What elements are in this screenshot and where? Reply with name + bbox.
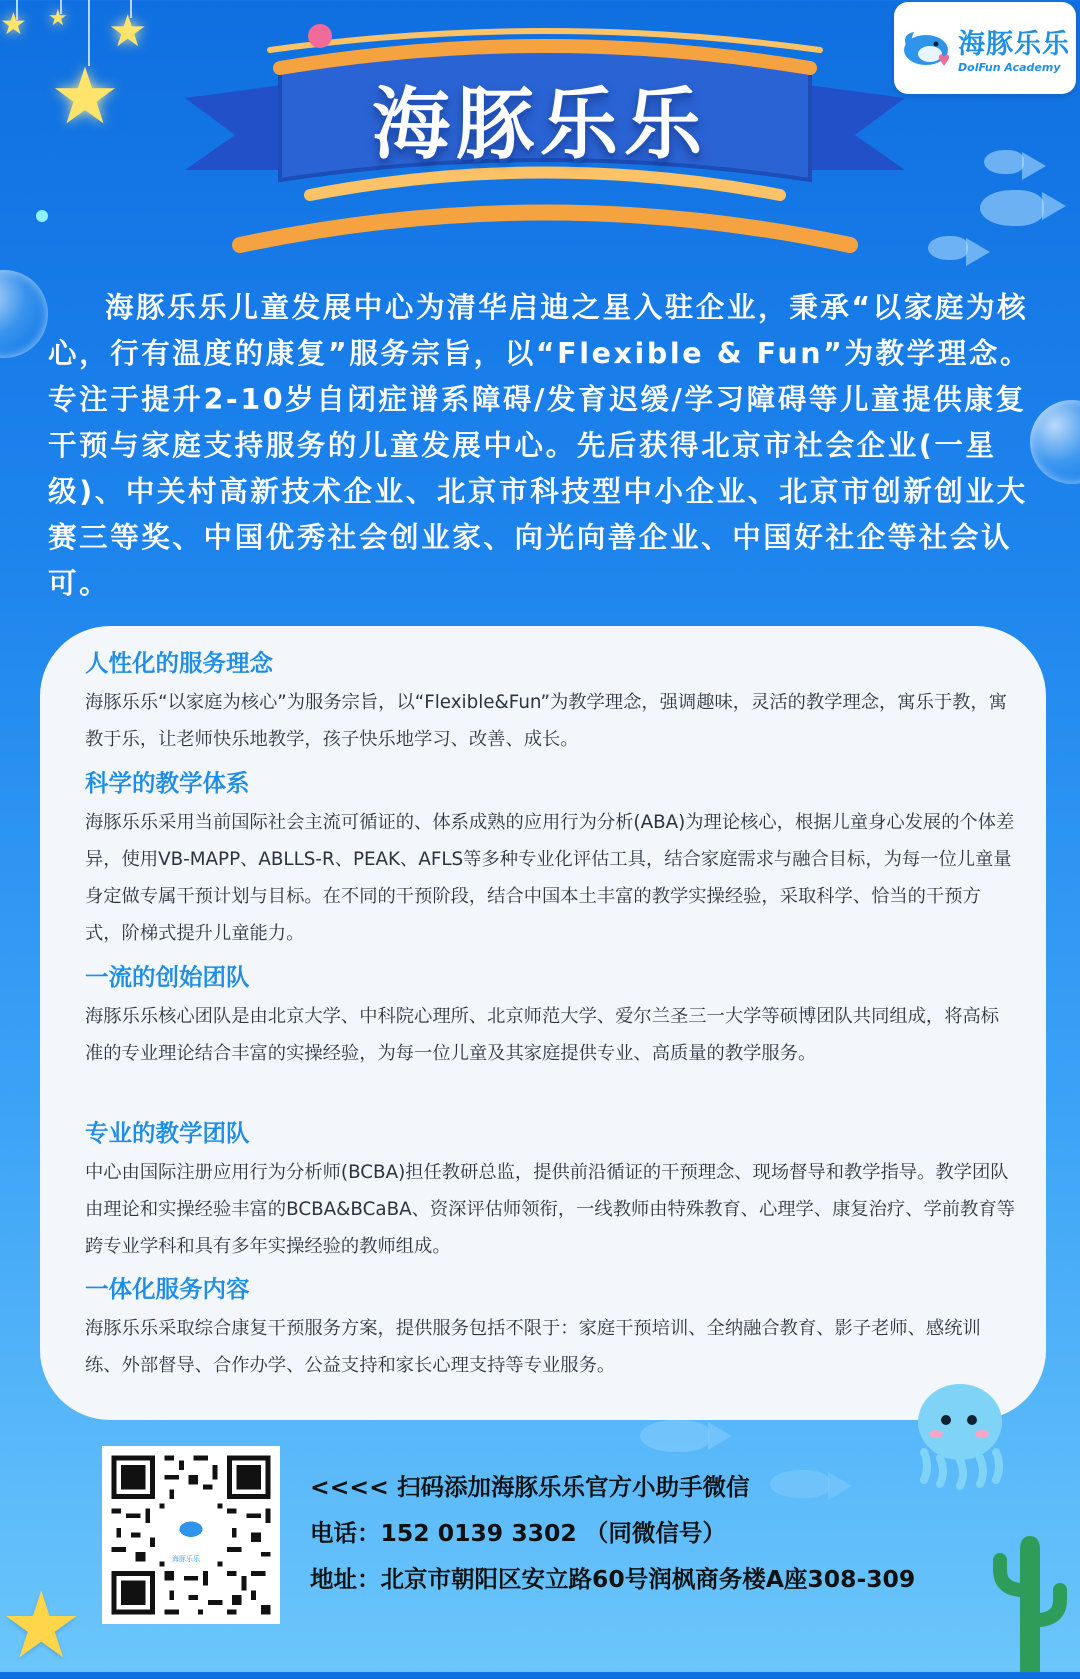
address-text: 地址：北京市朝阳区安立路60号润枫商务楼A座308-309 [310,1565,916,1593]
phone-text: 电话：152 0139 3302 （同微信号） [310,1519,726,1547]
section-body: 海豚乐乐核心团队是由北京大学、中科院心理所、北京师范大学、爱尔兰圣三一大学等硕博团队共同组成，将高标准的专业理论结合丰富的实操经验，为每一位儿童及其家庭提供专业、高质量的教学服务。 [85,1006,1000,1064]
star-icon: ★ [108,6,148,57]
scan-instruction: <<<< 扫码添加海豚乐乐官方小助手微信 [310,1473,750,1501]
intro-paragraph: 海豚乐乐儿童发展中心为清华启迪之星入驻企业，秉承“以家庭为核心，行有温度的康复”服务宗旨，以“Flexible & Fun”为教学理念。专注于提升2-10岁自闭症谱系障碍/发育迟缓/学习障碍等儿童提供康复干预与家庭支持服务的儿童发展中心。先后获得北京市社会企业(一星级)、中关村高新技术企业、北京市科技型中小企业、北京市创新创业大赛三等奖、中国优秀社会创业家、向光向善企业、中国好社企等社会认可。 [48,291,1032,600]
section-service-philosophy [85,646,1015,758]
bubble-decoration [0,270,48,358]
star-icon: ★ [48,6,68,31]
section-title: 专业的教学团队 [85,1119,250,1147]
section-title: 一体化服务内容 [85,1275,250,1303]
logo-name-en: DolFun Academy [958,61,1061,74]
section-title: 科学的教学体系 [85,769,250,797]
section-teaching-team [85,1116,1015,1265]
section-body: 海豚乐乐“以家庭为核心”为服务宗旨，以“Flexible&Fun”为教学理念，强调趣味，灵活的教学理念，寓乐于教，寓教于乐，让老师快乐地教学，孩子快乐地学习、改善、成长。 [85,692,1007,750]
section-body: 海豚乐乐采用当前国际社会主流可循证的、体系成熟的应用行为分析(ABA)为理论核心，根据儿童身心发展的个体差异，使用VB-MAPP、ABLLS-R、PEAK、AFLS等多种专业化评估工具，结合家庭需求与融合目标，为每一位儿童量身定做专属干预计划与目标。在不同的干预阶段，结合中国本土丰富的教学实操经验，采取科学、恰当的干预方式，阶梯式提升儿童能力。 [85,812,1015,944]
fish-decoration [770,1470,830,1498]
section-integrated-services [85,1272,1015,1384]
star-icon: ★ [0,7,27,42]
info-card [40,626,1046,1420]
qr-logo-label: 海豚乐乐 [172,1555,200,1563]
bubble-decoration [1030,400,1080,484]
star-icon: ★ [50,52,120,142]
section-founding-team [85,960,1015,1072]
section-body: 海豚乐乐采取综合康复干预服务方案，提供服务包括不限于：家庭干预培训、全纳融合教育、影子老师、感统训练、外部督导、合作办学、公益支持和家长心理支持等专业服务。 [85,1318,981,1376]
sparkle-dot [36,210,48,222]
wechat-qr-code-icon [102,1446,280,1624]
fish-decoration [928,236,968,260]
jellyfish-icon [910,1380,1010,1490]
seaweed-icon [990,1530,1070,1672]
fish-decoration [640,1420,710,1452]
section-body: 中心由国际注册应用行为分析师(BCBA)担任教研总监，提供前沿循证的干预理念、现场督导和教学指导。教学团队由理论和实操经验丰富的BCBA&BCaBA、资深评估师领衔，一线教师由特殊教育、心理学、康复治疗、学前教育等跨专业学科和具有多年实操经验的教师组成。 [85,1162,1015,1257]
section-title: 一流的创始团队 [85,963,250,991]
section-title: 人性化的服务理念 [85,649,273,677]
logo-name-cn: 海豚乐乐 [958,29,1070,60]
fish-decoration [980,190,1044,226]
starfish-icon: ★ [0,1572,83,1679]
banner-title: 海豚乐乐 [371,80,708,170]
section-teaching-system [85,766,1015,952]
